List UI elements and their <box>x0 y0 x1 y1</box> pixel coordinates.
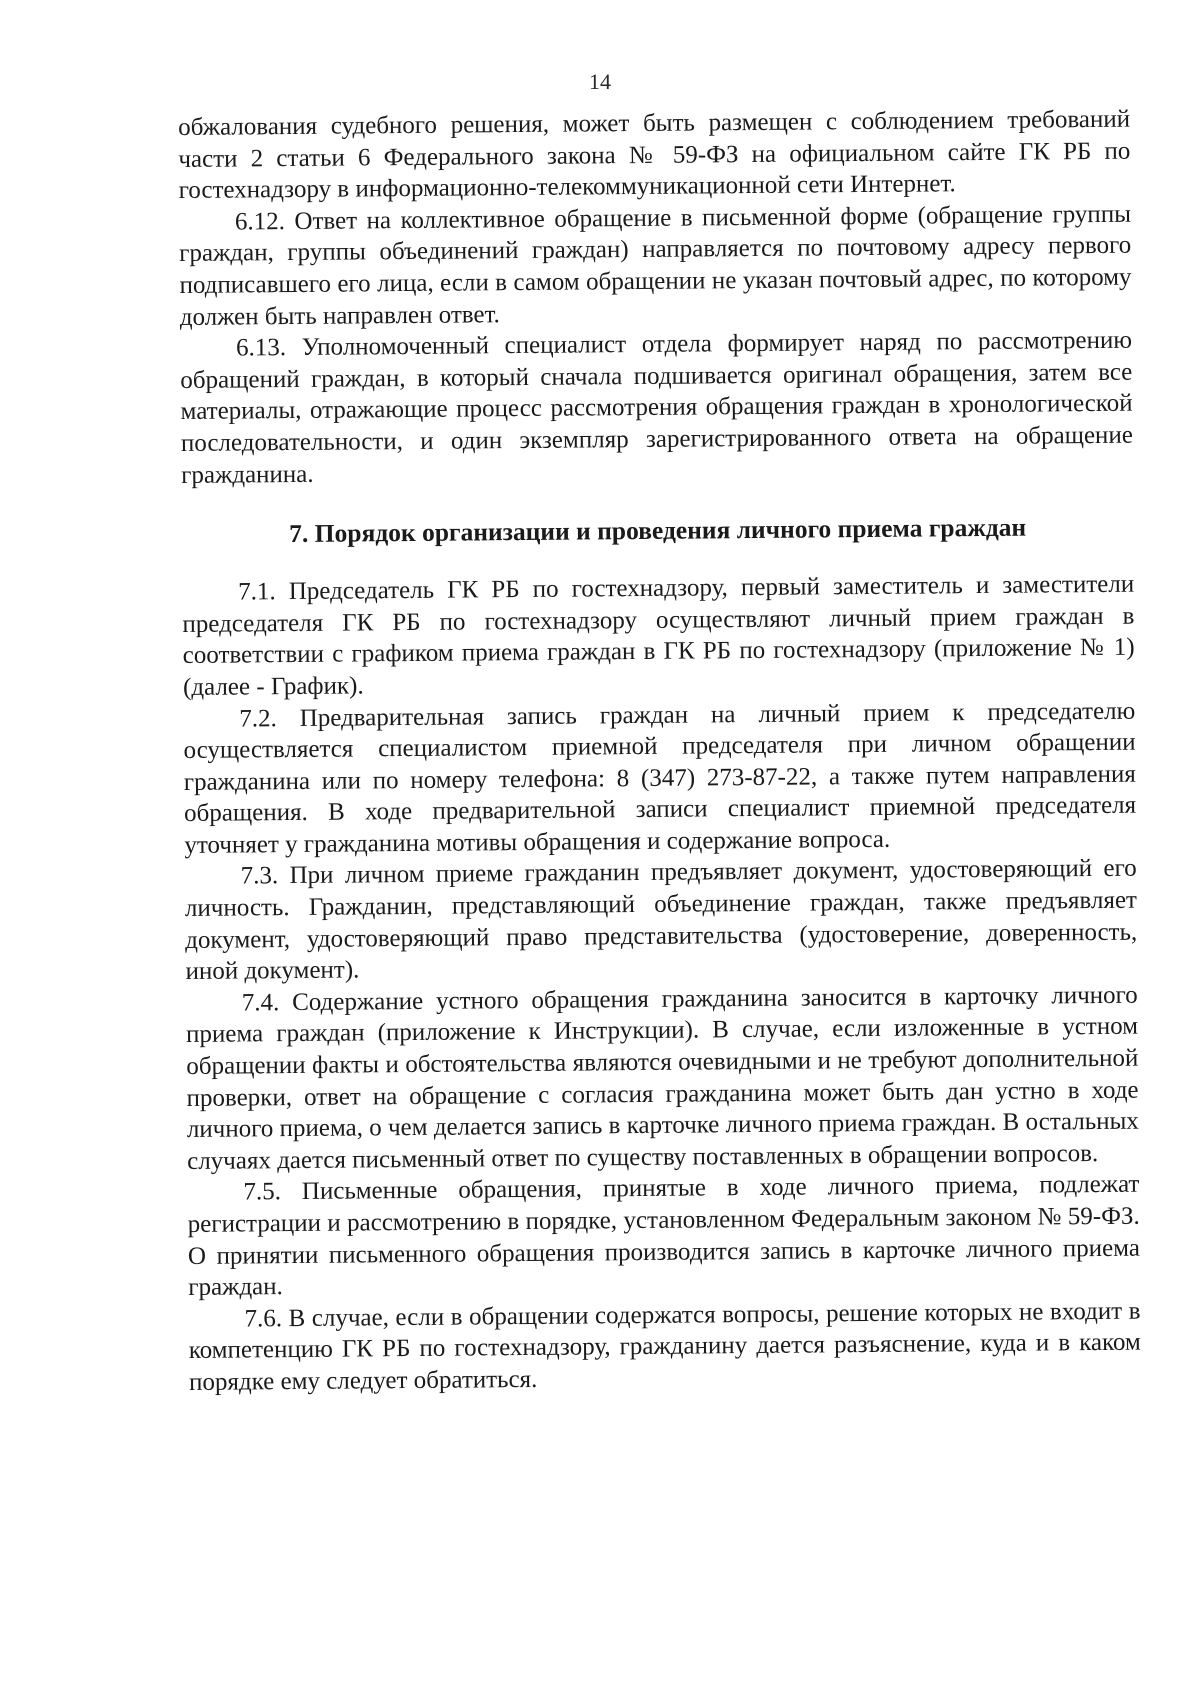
paragraph-7-1: 7.1. Председатель ГК РБ по гостехнадзору, первый заместитель и заместители председателя ГК РБ по гостехнадзору осуществляют личный прием граждан в соответствии с графиком приема граждан в ГК РБ по гостехнадзору (приложение № 1) (далее - График). <box>182 570 1135 701</box>
document-body <box>178 104 1141 1399</box>
paragraph-7-6: 7.6. В случае, если в обращении содержатся вопросы, решение которых не входит в компетенцию ГК РБ по гостехнадзору, гражданину дается разъяснение, куда и в каком порядке ему следует обратиться. <box>188 1297 1141 1396</box>
paragraph-7-2: 7.2. Предварительная запись граждан на личный прием к председателю осуществляется специалистом приемной председателя при личном обращении гражданина или по номеру телефона: 8 (347) 273-87-22, а также путем направления обращения. В ходе предварительной записи специалист приемной председателя уточняет у гражданина мотивы обращения и содержание вопроса. <box>183 697 1137 859</box>
section-7-heading: 7. Порядок организации и проведения личного приема граждан <box>289 512 1027 549</box>
page-number: 14 <box>589 69 611 94</box>
paragraph-6-12: 6.12. Ответ на коллективное обращение в письменной форме (обращение группы граждан, группы объединений граждан) направляется по почтовому адресу первого подписавшего его лица, если в самом обращении не указан почтовый адрес, по которому должен быть направлен ответ. <box>179 200 1132 331</box>
paragraph-6-13: 6.13. Уполномоченный специалист отдела формирует наряд по рассмотрению обращений граждан, в который сначала подшивается оригинал обращения, затем все материалы, отражающие процесс рассмотрения обращения граждан в хронологической последовательности, и один экземпляр зарегистрированного ответа на обращение гражданина. <box>180 326 1133 489</box>
continuation-paragraph: обжалования судебного решения, может быть размещен с соблюдением требований части 2 статьи 6 Федерального закона № 59-ФЗ на официальном сайте ГК РБ по гостехнадзору в информационно-телекоммуникационной сети Интернет. <box>178 105 1131 205</box>
paragraph-7-3: 7.3. При личном приеме гражданин предъявляет документ, удостоверяющий его личность. Гражданин, представляющий объединение граждан, также предъявляет документ, удостоверяющий право представительства (удостоверение, доверенность, иной документ). <box>184 855 1138 986</box>
paragraph-7-5: 7.5. Письменные обращения, принятые в ходе личного приема, подлежат регистрации и рассмотрению в порядке, установленном Федеральным законом № 59-ФЗ. О принятии письменного обращения производится запись в карточке личного приема граждан. <box>187 1171 1141 1302</box>
paragraph-7-4: 7.4. Содержание устного обращения гражданина заносится в карточку личного приема граждан (приложение к Инструкции). В случае, если изложенные в устном обращении факты и обстоятельства являются очевидными и не требуют дополнительной проверки, ответ на обращение с согласия гражданина может быть дан устно в ходе личного приема, о чем делается запись в карточке личного приема граждан. В остальных случаях дается письменный ответ по существу поставленных в обращении вопросов. <box>185 981 1139 1175</box>
